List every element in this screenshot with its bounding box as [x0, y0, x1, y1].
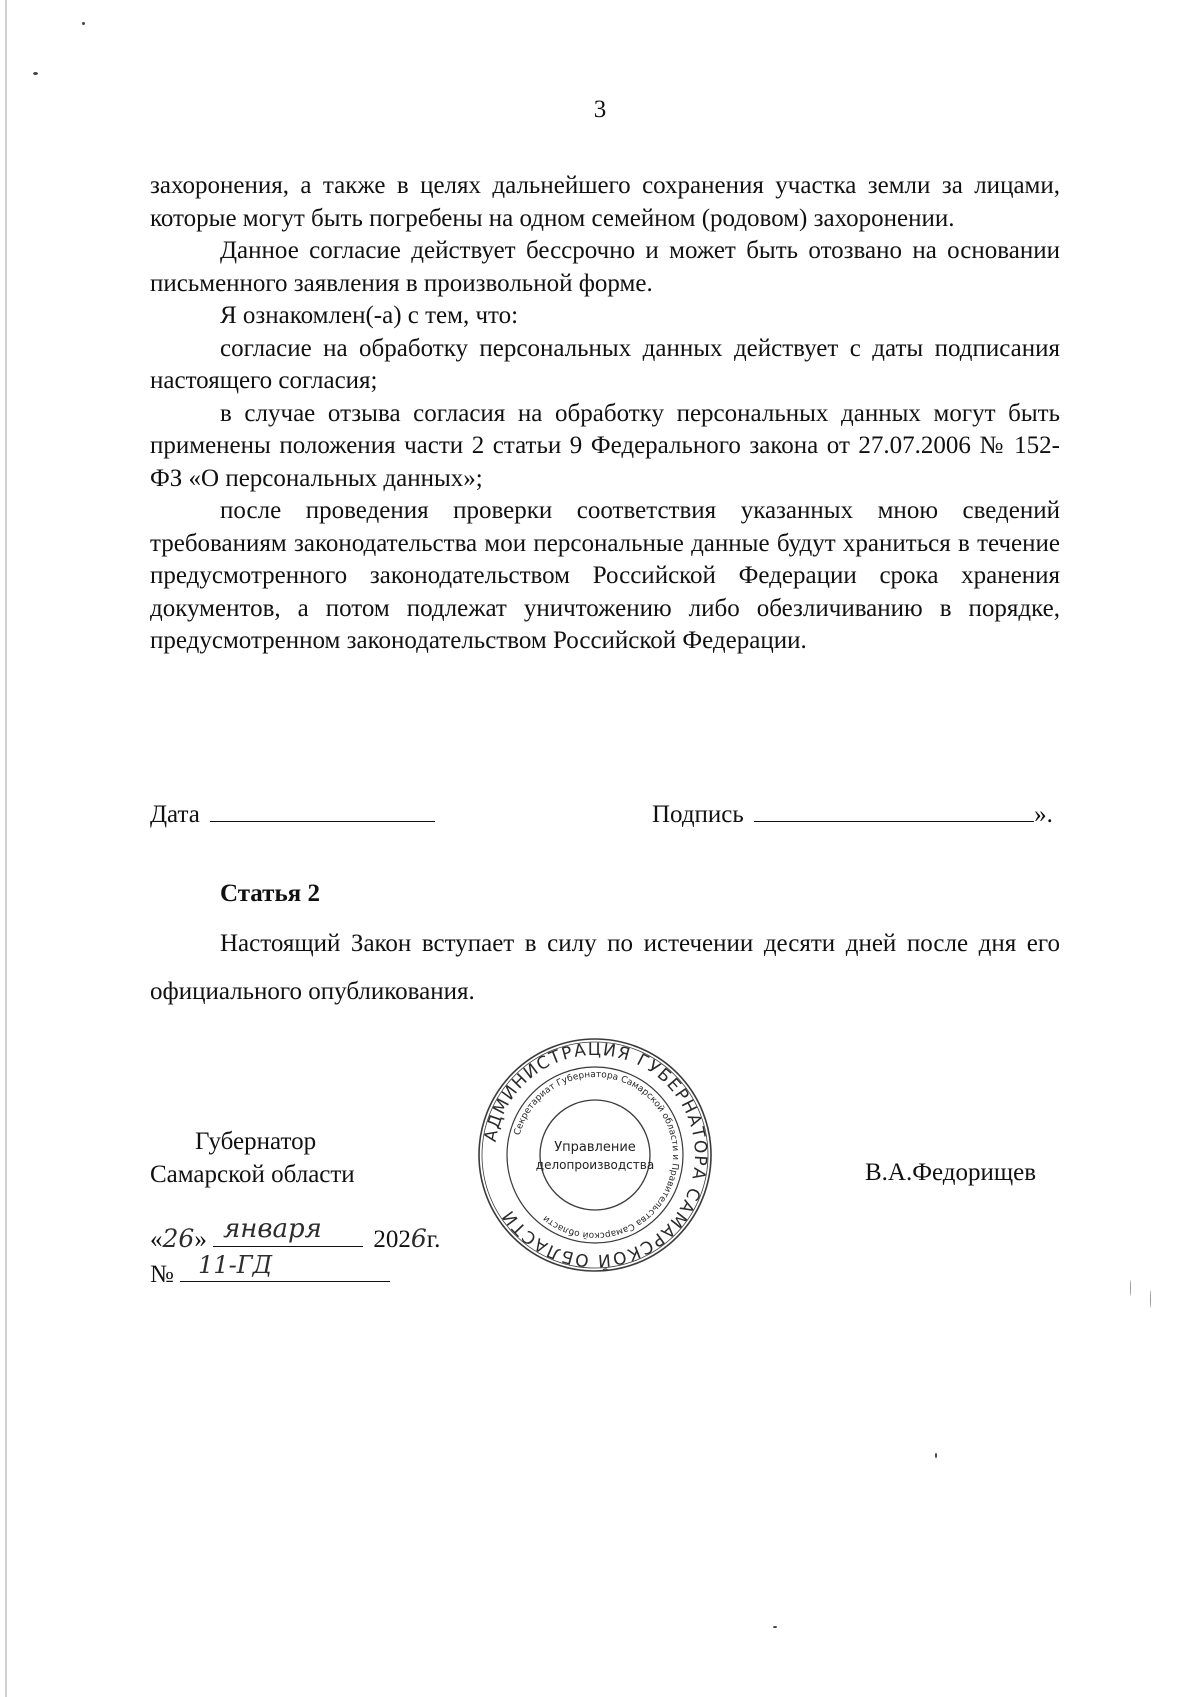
paragraph-acknowledgement: Я ознакомлен(-а) с тем, что:: [220, 302, 519, 329]
seal-center-line1: Управление: [554, 1140, 636, 1155]
date-year-prefix: 202: [373, 1226, 411, 1253]
date-field: [150, 795, 435, 831]
scan-speck: [33, 72, 38, 75]
svg-text:Секретариат Губернатора Самарс: [513, 1070, 680, 1240]
article-title: Статья 2: [220, 880, 320, 907]
scan-speck: [1150, 1290, 1151, 1308]
date-label: Дата: [150, 801, 200, 828]
governor-title-line1: Губернатор: [195, 1128, 317, 1155]
date-year-digit-handwritten: 6: [410, 1224, 427, 1253]
date-close-quote: »: [194, 1226, 207, 1253]
date-open-quote: «: [150, 1226, 163, 1253]
scan-edge-line: [5, 0, 7, 1697]
signature-blank-line: [754, 795, 1034, 822]
signature-label: Подпись: [652, 801, 744, 828]
seal-outer-text: АДМИНИСТРАЦИЯ ГУБЕРНАТОРА САМАРСКОЙ ОБЛАСТИ: [480, 1039, 711, 1271]
closing-quote: ».: [1034, 801, 1053, 828]
date-blank-line: [210, 795, 435, 822]
article-text: Настоящий Закон вступает в силу по истечении десяти дней после дня его официального опубликования.: [150, 930, 1060, 1005]
date-month-handwritten: января: [223, 1214, 322, 1244]
paragraph-burial-continuation: захоронения, а также в целях дальнейшего сохранения участка земли за лицами, которые могут быть погребены на одном семейном (родовом) захоронении.: [150, 172, 1060, 232]
official-seal: [475, 1035, 715, 1275]
page-number: 3: [593, 96, 607, 123]
seal-center-line2: делопроизводства: [535, 1158, 655, 1172]
date-year-suffix: г.: [426, 1226, 441, 1253]
law-number-line: [150, 1251, 390, 1289]
scan-speck: [935, 1453, 937, 1458]
consent-text-block: [150, 170, 1060, 658]
governor-title-line2: Самарской области: [150, 1161, 355, 1188]
paragraph-consent-validity: Данное согласие действует бессрочно и может быть отозвано на основании письменного заявления в произвольной форме.: [150, 237, 1060, 297]
scan-speck: [82, 22, 85, 25]
paragraph-data-storage: после проведения проверки соответствия указанных мною сведений требованиям законодательства мои персональные данные будут храниться в течение предусмотренного законодательством Российской Федерации срока хранения документов, а потом подлежат уничтожению либо обезличиванию в порядке, предусмотренном законодательством Российской Федерации.: [150, 497, 1060, 654]
paragraph-consent-start: согласие на обработку персональных данных действует с даты подписания настоящего согласия;: [150, 334, 1060, 394]
seal-inner-text: Секретариат Губернатора Самарской области и Правительства Самарской области: [512, 1069, 681, 1241]
article-text-block: [150, 920, 1060, 1016]
governor-name: В.А.Федорищев: [865, 1159, 1036, 1186]
scan-speck: [1130, 1280, 1131, 1296]
number-label: №: [150, 1261, 174, 1288]
number-blank-line: [180, 1251, 390, 1282]
date-month-blank: [213, 1214, 363, 1247]
date-day-handwritten: 26: [162, 1224, 195, 1253]
number-handwritten: 11-ГД: [198, 1251, 273, 1279]
governor-title: [150, 1125, 400, 1191]
paragraph-consent-withdrawal: в случае отзыва согласия на обработку персональных данных могут быть применены положения части 2 статьи 9 Федерального закона от 27.07.2006 № 152-ФЗ «О персональных данных»;: [150, 399, 1060, 492]
scan-speck: [773, 1626, 777, 1628]
signing-date-line: [150, 1214, 441, 1254]
signature-field: [652, 795, 1053, 831]
